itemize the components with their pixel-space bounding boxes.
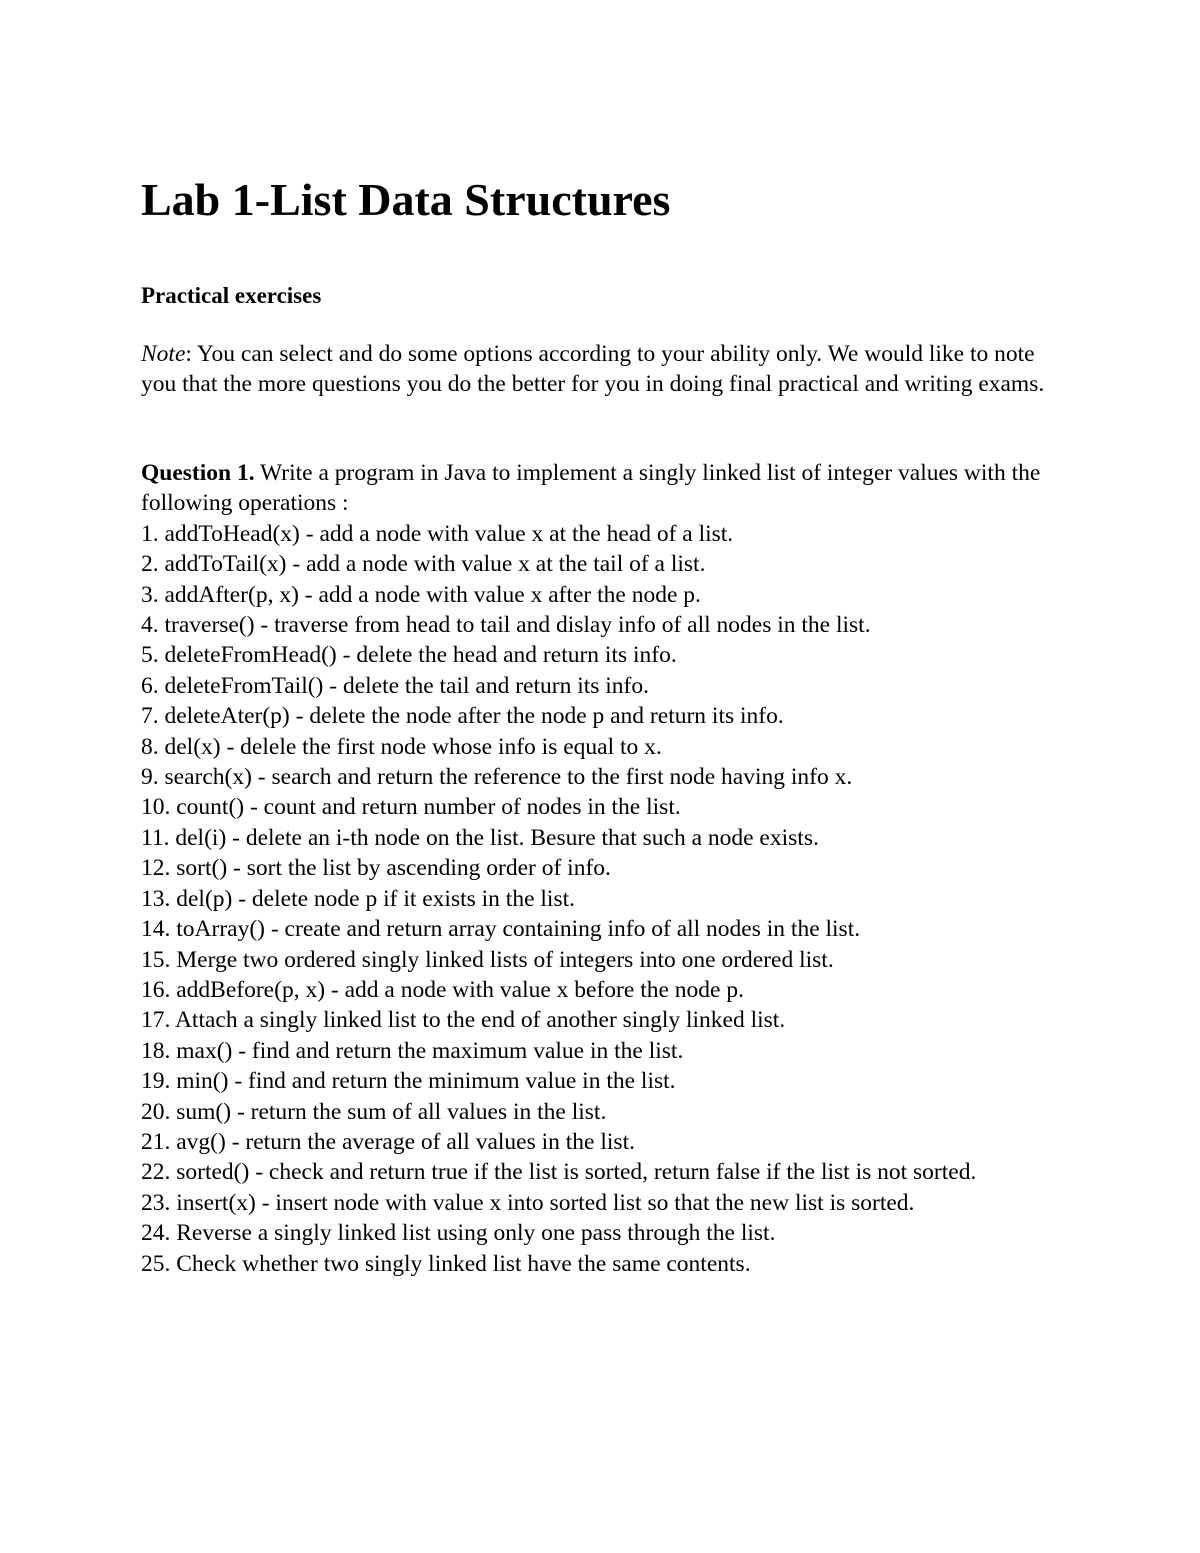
operation-item: 22. sorted() - check and return true if the list is sorted, return false if the list is not sorted. xyxy=(141,1159,977,1186)
operation-item: 9. search(x) - search and return the reference to the first node having info x. xyxy=(141,764,853,791)
operation-item: 14. toArray() - create and return array containing info of all nodes in the list. xyxy=(141,916,861,943)
operation-item: 11. del(i) - delete an i-th node on the list. Besure that such a node exists. xyxy=(141,824,819,851)
question-label: Question 1. xyxy=(141,460,255,486)
operation-item: 5. deleteFromHead() - delete the head and return its info. xyxy=(141,642,677,669)
operation-item: 15. Merge two ordered singly linked lists of integers into one ordered list. xyxy=(141,946,834,973)
operation-item: 4. traverse() - traverse from head to tail and dislay info of all nodes in the list. xyxy=(141,612,871,639)
operation-item: 24. Reverse a singly linked list using only one pass through the list. xyxy=(141,1220,776,1247)
note-label: Note xyxy=(141,341,186,367)
note-text: : You can select and do some options according to your ability only. We would like to note you that the more questions you do the better for you in doing final practical and writing exams. xyxy=(141,341,1045,398)
operation-item: 23. insert(x) - insert node with value x into sorted list so that the new list is sorted. xyxy=(141,1189,915,1216)
operation-item: 12. sort() - sort the list by ascending order of info. xyxy=(141,855,611,882)
operation-item: 6. deleteFromTail() - delete the tail and return its info. xyxy=(141,672,650,699)
operation-item: 25. Check whether two singly linked list have the same contents. xyxy=(141,1250,751,1277)
operation-item: 17. Attach a singly linked list to the end of another singly linked list. xyxy=(141,1007,786,1034)
operation-item: 10. count() - count and return number of nodes in the list. xyxy=(141,794,681,821)
operation-item: 20. sum() - return the sum of all values in the list. xyxy=(141,1098,607,1125)
operations-list xyxy=(141,519,1061,1279)
operation-item: 18. max() - find and return the maximum value in the list. xyxy=(141,1037,684,1064)
operation-item: 13. del(p) - delete node p if it exists in the list. xyxy=(141,885,576,912)
operation-item: 1. addToHead(x) - add a node with value x at the head of a list. xyxy=(141,520,734,547)
operation-item: 21. avg() - return the average of all values in the list. xyxy=(141,1128,635,1155)
note-paragraph xyxy=(141,339,1061,400)
page-title: Lab 1-List Data Structures xyxy=(141,174,671,225)
question-intro: Write a program in Java to implement a singly linked list of integer values with the following operations : xyxy=(141,460,1041,517)
question-block xyxy=(141,458,1061,1279)
question-intro-paragraph xyxy=(141,458,1061,519)
operation-item: 2. addToTail(x) - add a node with value x at the tail of a list. xyxy=(141,551,706,578)
operation-item: 3. addAfter(p, x) - add a node with value x after the node p. xyxy=(141,581,701,608)
operation-item: 8. del(x) - delele the first node whose info is equal to x. xyxy=(141,733,662,760)
operation-item: 19. min() - find and return the minimum value in the list. xyxy=(141,1068,676,1095)
operation-item: 7. deleteAter(p) - delete the node after the node p and return its info. xyxy=(141,703,784,730)
operation-item: 16. addBefore(p, x) - add a node with value x before the node p. xyxy=(141,976,744,1003)
section-heading: Practical exercises xyxy=(141,283,322,308)
